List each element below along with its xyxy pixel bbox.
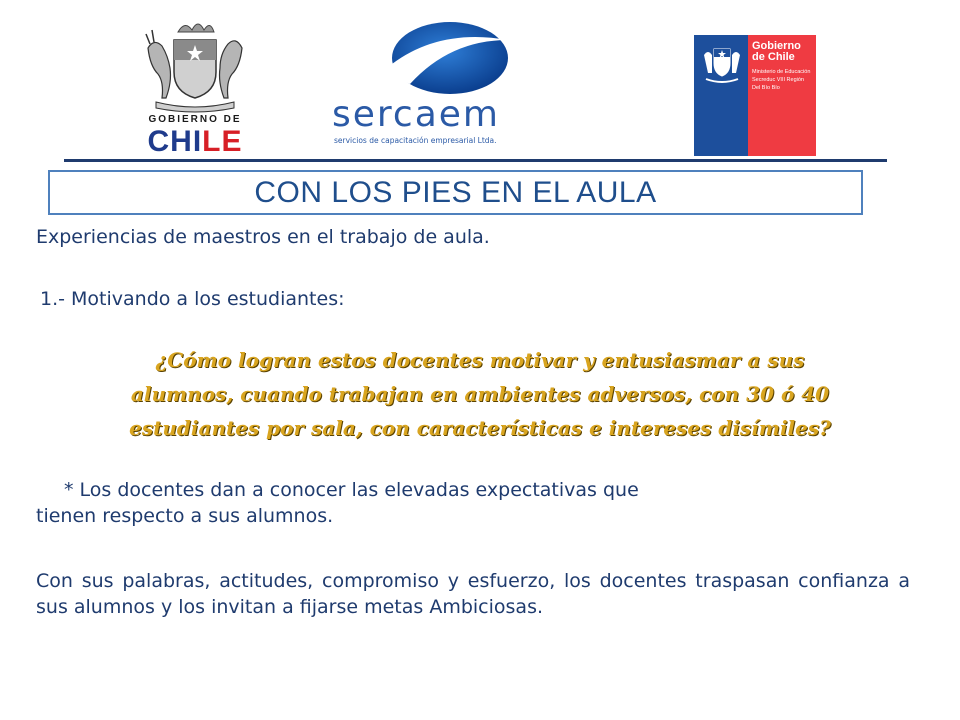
gobierno-de-text: GOBIERNO DE [148, 114, 242, 125]
chile-text-part1: CHI [147, 125, 203, 158]
sercaem-logo [330, 18, 570, 143]
ministry-subtitle [752, 68, 816, 92]
title-box [48, 170, 863, 215]
ministry-line-2: Secreduc VIII Región [752, 77, 804, 83]
section-heading: 1.- Motivando a los estudiantes: [40, 288, 345, 310]
header-divider [64, 159, 887, 162]
question-line-1: ¿Cómo logran estos docentes motivar y entusiasmar a sus [155, 348, 805, 372]
chile-text-part2: LE [202, 125, 243, 158]
sercaem-tagline: servicios de capacitación empresarial Ltda. [334, 136, 497, 145]
gobierno-de-chile-title [752, 41, 816, 63]
bullet-line-2: tienen respecto a sus alumnos. [36, 505, 334, 527]
question-line-2: alumnos, cuando trabajan en ambientes adversos, con 30 ó 40 [130, 382, 830, 406]
bullet-point [36, 477, 916, 529]
chile-text [140, 126, 250, 158]
bullet-line-1: * Los docentes dan a conocer las elevadas expectativas que [64, 479, 639, 501]
sercaem-swoosh-icon [330, 18, 570, 98]
subtitle: Experiencias de maestros en el trabajo de aula. [36, 226, 490, 248]
page-title: CON LOS PIES EN EL AULA [254, 176, 657, 209]
ministry-line-1: Ministerio de Educación [752, 69, 811, 75]
coat-of-arms-icon [140, 18, 250, 114]
small-coat-of-arms-icon [696, 39, 748, 89]
sercaem-wordmark: sercaem [332, 94, 500, 135]
conclusion-paragraph: Con sus palabras, actitudes, compromiso y esfuerzo, los docentes traspasan confianza a sus alumnos y los invitan a fijarse metas Ambiciosas. [36, 570, 910, 618]
ministry-line-3: Del Bío Bío [752, 85, 780, 91]
gobierno-title-line2: de Chile [752, 51, 795, 63]
gobierno-title-line1: Gobierno [752, 40, 801, 52]
gobierno-de-chile-logo [140, 18, 250, 158]
guiding-question [60, 343, 900, 445]
ministerio-educacion-logo [694, 35, 816, 156]
question-line-3: estudiantes por sala, con características e intereses disímiles? [129, 416, 831, 440]
